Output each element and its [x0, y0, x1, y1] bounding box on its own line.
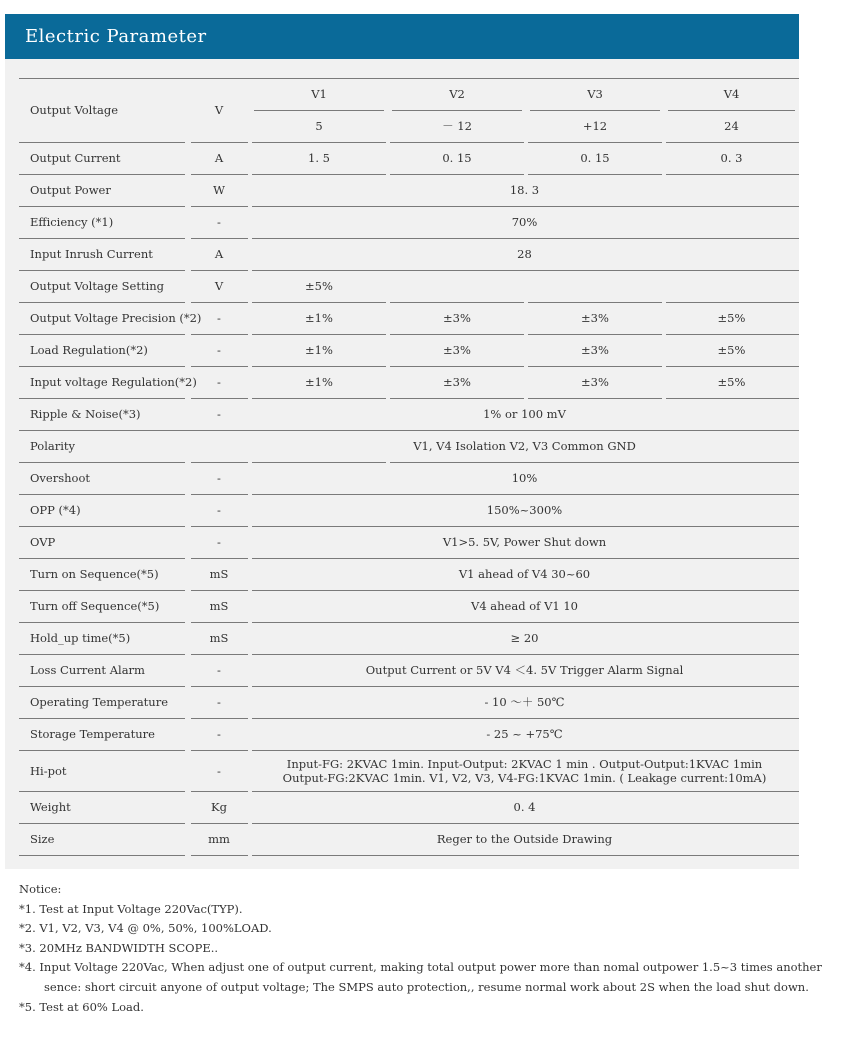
span-value: V4 ahead of V1 10 — [471, 599, 578, 613]
row-rule — [390, 174, 524, 175]
value-cell: ±3% — [581, 311, 609, 325]
row-rule — [191, 494, 248, 495]
row-rule — [252, 823, 799, 824]
value-cell: 5 — [315, 119, 323, 133]
row-rule — [19, 590, 185, 591]
column-header-v2: V2 — [449, 87, 465, 101]
span-value: 150%~300% — [486, 503, 563, 517]
span-value: - 10 ～＋ 50℃ — [484, 695, 565, 709]
row-rule — [191, 334, 248, 335]
unit-label: Kg — [211, 800, 227, 814]
notice-item-1: *1. Test at Input Voltage 220Vac(TYP). — [19, 901, 243, 916]
unit-label: W — [213, 183, 225, 197]
value-cell: ±1% — [305, 311, 333, 325]
spec-panel — [5, 14, 799, 869]
unit-label: mm — [208, 832, 230, 846]
row-rule — [252, 654, 799, 655]
row-rule — [390, 398, 524, 399]
param-label: Operating Temperature — [30, 695, 169, 709]
row-rule — [191, 398, 248, 399]
row-rule — [191, 366, 248, 367]
header-title: Electric Parameter — [25, 26, 207, 47]
cell-divider — [668, 110, 795, 111]
row-rule — [252, 270, 799, 271]
param-label: Overshoot — [30, 471, 91, 485]
span-value: 1% or 100 mV — [483, 407, 566, 421]
cell-divider — [392, 110, 522, 111]
row-rule — [252, 558, 799, 559]
unit-label: - — [217, 343, 221, 357]
row-rule — [252, 750, 799, 751]
param-label: Input voltage Regulation(*2) — [30, 375, 197, 389]
value-cell: ±1% — [305, 343, 333, 357]
notice-item-5: *5. Test at 60% Load. — [19, 999, 144, 1014]
row-rule — [191, 622, 248, 623]
row-rule — [191, 750, 248, 751]
span-value: 70% — [511, 215, 538, 229]
cell-divider — [254, 110, 384, 111]
row-rule — [19, 718, 185, 719]
unit-label: - — [217, 471, 221, 485]
row-rule — [252, 855, 799, 856]
value-cell: ±5% — [717, 343, 746, 357]
row-rule — [252, 334, 386, 335]
column-header-v1: V1 — [311, 87, 327, 101]
column-header-v4: V4 — [723, 87, 740, 101]
row-rule — [252, 398, 386, 399]
value-cell: +12 — [582, 119, 608, 133]
row-rule — [19, 855, 185, 856]
row-rule — [191, 462, 248, 463]
param-label: Polarity — [30, 439, 76, 453]
row-rule — [666, 174, 799, 175]
row-rule — [191, 238, 248, 239]
column-header-v3: V3 — [587, 87, 603, 101]
param-label: Hold_up time(*5) — [30, 631, 131, 645]
value-cell: 0. 15 — [442, 151, 472, 165]
row-rule — [19, 270, 185, 271]
value-cell: 0. 3 — [720, 151, 743, 165]
unit-label: - — [217, 311, 221, 325]
span-value: Input-FG: 2KVAC 1min. Input-Output: 2KVAC 1 min . Output-Output:1KVAC 1min Output-FG:2KVAC 1min. V1, V2, V3, V4-FG:1KVAC 1min. ( Leakage current:10mA) — [282, 756, 767, 785]
row-rule — [528, 174, 662, 175]
unit-label: mS — [209, 599, 229, 613]
span-value: - 25 ~ +75℃ — [486, 727, 563, 741]
param-label: Load Regulation(*2) — [30, 343, 148, 357]
row-rule — [191, 686, 248, 687]
row-rule — [252, 718, 799, 719]
row-rule — [252, 366, 386, 367]
unit-label: - — [217, 407, 221, 421]
value-cell: ±3% — [443, 343, 471, 357]
param-label: Output Voltage — [30, 103, 118, 117]
unit-label: V — [214, 279, 224, 293]
row-rule — [19, 494, 185, 495]
row-rule — [191, 142, 248, 143]
row-rule — [19, 622, 185, 623]
row-rule — [191, 270, 248, 271]
unit-label: - — [217, 215, 221, 229]
span-value: Output Current or 5V V4 ＜4. 5V Trigger Alarm Signal — [365, 663, 684, 677]
row-rule — [19, 791, 185, 792]
span-value: Reger to the Outside Drawing — [436, 832, 613, 846]
row-rule — [252, 622, 799, 623]
row-rule — [666, 142, 799, 143]
spec-table — [5, 14, 799, 855]
row-rule — [252, 590, 799, 591]
param-label: Storage Temperature — [30, 727, 155, 741]
row-rule — [19, 142, 185, 143]
value-cell: ±5% — [717, 311, 746, 325]
row-rule — [19, 174, 185, 175]
unit-label: - — [217, 763, 221, 778]
value-cell: ±3% — [581, 343, 609, 357]
row-rule — [252, 686, 799, 687]
span-value: V1>5. 5V, Power Shut down — [442, 535, 607, 549]
row-rule — [390, 366, 524, 367]
unit-label: mS — [209, 631, 229, 645]
notice-item-4-continued: sence: short circuit anyone of output voltage; The SMPS auto protection,, resume normal work about 2S when the load shut down. — [44, 979, 809, 994]
unit-label: A — [214, 247, 224, 261]
unit-label: A — [214, 151, 224, 165]
value-cell: ±5% — [305, 279, 333, 293]
row-rule — [252, 791, 799, 792]
unit-label: - — [217, 727, 221, 741]
row-rule — [252, 206, 799, 207]
unit-label: - — [217, 375, 221, 389]
param-label: Weight — [30, 800, 71, 814]
unit-label: - — [217, 663, 221, 677]
value-cell: 0. 15 — [580, 151, 610, 165]
notice-item-4: *4. Input Voltage 220Vac, When adjust one of output current, making total output power more than nomal outpower 1.5~3 times another — [19, 960, 822, 975]
row-rule — [252, 174, 386, 175]
row-rule — [191, 791, 248, 792]
row-rule — [19, 654, 185, 655]
row-rule — [390, 302, 524, 303]
notice-item-3: *3. 20MHz BANDWIDTH SCOPE.. — [19, 940, 219, 955]
row-rule — [19, 823, 185, 824]
span-value: V1 ahead of V4 30~60 — [458, 567, 591, 581]
row-rule — [19, 302, 185, 303]
row-rule — [19, 526, 185, 527]
row-rule — [390, 142, 524, 143]
row-rule — [191, 823, 248, 824]
span-value: ≥ 20 — [510, 631, 539, 645]
span-value: V1, V4 Isolation V2, V3 Common GND — [413, 439, 636, 453]
row-rule — [666, 302, 799, 303]
row-rule — [191, 302, 248, 303]
param-label: Ripple & Noise(*3) — [30, 407, 141, 421]
value-cell: ±3% — [581, 375, 609, 389]
param-label: Output Current — [30, 151, 121, 165]
row-rule — [191, 718, 248, 719]
row-rule — [252, 494, 799, 495]
row-rule — [19, 558, 185, 559]
unit-label: mS — [209, 567, 229, 581]
value-cell: ±3% — [443, 375, 471, 389]
param-label: Input Inrush Current — [30, 247, 153, 261]
row-rule — [191, 174, 248, 175]
row-rule — [191, 526, 248, 527]
value-cell: ±1% — [305, 375, 333, 389]
row-rule — [19, 750, 185, 751]
unit-label: V — [214, 103, 224, 117]
value-cell: 24 — [724, 119, 739, 133]
row-rule — [19, 430, 799, 431]
row-rule — [528, 142, 662, 143]
row-rule — [191, 654, 248, 655]
value-cell: ±3% — [443, 311, 471, 325]
param-label: Output Voltage Precision (*2) — [30, 311, 202, 325]
row-rule — [666, 366, 799, 367]
row-rule — [191, 855, 248, 856]
row-rule — [191, 558, 248, 559]
notice-title: Notice: — [19, 882, 62, 896]
unit-label: - — [217, 695, 221, 709]
param-label: Turn on Sequence(*5) — [30, 567, 159, 581]
row-rule — [528, 398, 662, 399]
row-rule — [252, 142, 386, 143]
param-label: OVP — [30, 535, 56, 549]
span-value: 28 — [517, 247, 532, 261]
param-label: Efficiency (*1) — [30, 215, 114, 229]
row-rule — [19, 462, 185, 463]
value-cell: － 12 — [442, 119, 472, 133]
row-rule — [252, 462, 386, 463]
param-label: Output Power — [30, 183, 111, 197]
param-label: Loss Current Alarm — [30, 663, 145, 677]
row-rule — [528, 366, 662, 367]
param-label: Turn off Sequence(*5) — [30, 599, 160, 613]
row-rule — [19, 398, 185, 399]
param-label: OPP (*4) — [30, 503, 81, 517]
row-rule — [191, 206, 248, 207]
table-top-rule — [19, 78, 799, 79]
unit-label: - — [217, 503, 221, 517]
row-rule — [666, 398, 799, 399]
row-rule — [252, 238, 799, 239]
row-rule — [191, 590, 248, 591]
cell-divider — [530, 110, 660, 111]
value-cell: ±5% — [717, 375, 746, 389]
param-label: Hi-pot — [30, 763, 67, 778]
row-rule — [19, 334, 185, 335]
row-rule — [528, 302, 662, 303]
row-rule — [252, 302, 386, 303]
row-rule — [528, 334, 662, 335]
row-rule — [666, 334, 799, 335]
row-rule — [252, 526, 799, 527]
row-rule — [19, 686, 185, 687]
param-label: Size — [30, 832, 55, 846]
unit-label: - — [217, 535, 221, 549]
row-rule — [390, 462, 799, 463]
span-value: 10% — [511, 471, 538, 485]
span-value: 18. 3 — [509, 183, 540, 197]
param-label: Output Voltage Setting — [30, 279, 165, 293]
span-value: 0. 4 — [513, 800, 536, 814]
notice-item-2: *2. V1, V2, V3, V4 @ 0%, 50%, 100%LOAD. — [19, 921, 272, 936]
row-rule — [390, 334, 524, 335]
row-rule — [19, 206, 185, 207]
row-rule — [19, 366, 185, 367]
value-cell: 1. 5 — [308, 151, 330, 165]
row-rule — [19, 238, 185, 239]
notice-section — [19, 880, 864, 1017]
